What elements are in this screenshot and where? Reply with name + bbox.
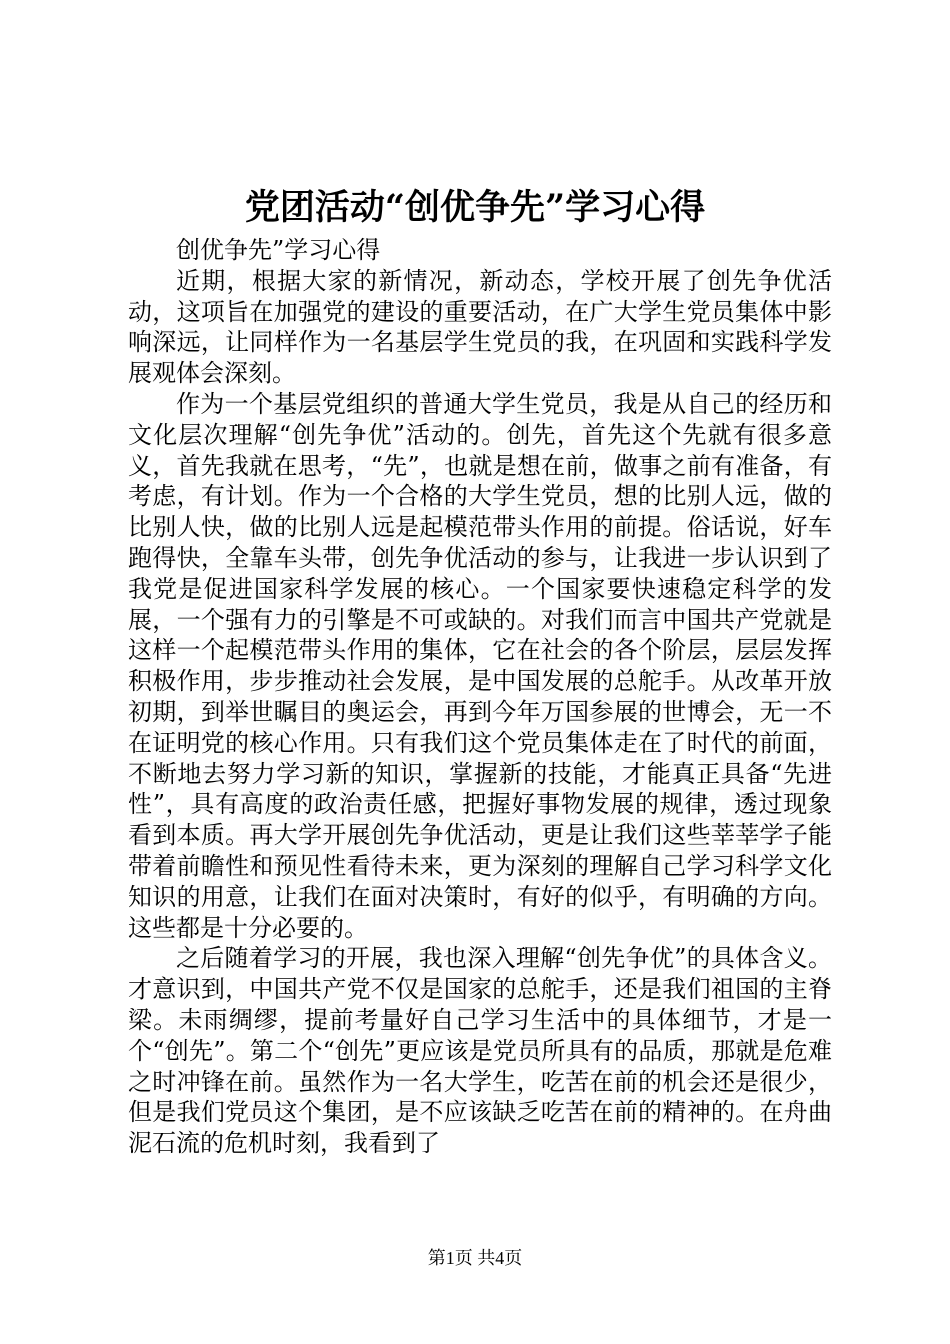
paragraph: 之后随着学习的开展，我也深入理解“创先争优”的具体含义。才意识到，中国共产党不仅是国家的总舵手，还是我们祖国的主脊梁。未雨绸缪，提前考量好自己学习生活中的具体细节，才是一个“创先”。第二个“创先”更应该是党员所具有的品质，那就是危难之时冲锋在前。虽然作为一名大学生，吃苦在前的机会还是很少，但是我们党员这个集团，是不应该缺乏吃苦在前的精神的。在舟曲泥石流的危机时刻，我看到了 <box>128 944 832 1158</box>
paragraph: 创优争先”学习心得 <box>176 236 381 264</box>
document-body <box>128 235 832 1159</box>
paragraph: 近期，根据大家的新情况，新动态，学校开展了创先争优活动，这项旨在加强党的建设的重要活动，在广大学生党员集体中影响深远，让同样作为一名基层学生党员的我，在巩固和实践科学发展观体会深刻。 <box>128 266 832 388</box>
document-title: 党团活动“创优争先”学习心得 <box>244 187 706 228</box>
paragraph: 作为一个基层党组织的普通大学生党员，我是从自己的经历和文化层次理解“创先争优”活动的。创先，首先这个先就有很多意义，首先我就在思考，“先”，也就是想在前，做事之前有准备，有考虑，有计划。作为一个合格的大学生党员，想的比别人远，做的比别人快，做的比别人远是起模范带头作用的前提。俗话说，好车跑得快，全靠车头带，创先争优活动的参与，让我进一步认识到了我党是促进国家科学发展的核心。一个国家要快速稳定科学的发展，一个强有力的引擎是不可或缺的。对我们而言中国共产党就是这样一个起模范带头作用的集体，它在社会的各个阶层，层层发挥积极作用，步步推动社会发展，是中国发展的总舵手。从改革开放初期，到举世瞩目的奥运会，再到今年万国参展的世博会，无一不在证明党的核心作用。只有我们这个党员集体走在了时代的前面，不断地去努力学习新的知识，掌握新的技能，才能真正具备“先进性”，具有高度的政治责任感，把握好事物发展的规律，透过现象看到本质。再大学开展创先争优活动，更是让我们这些莘莘学子能带着前瞻性和预见性看待未来，更为深刻的理解自己学习科学文化知识的用意，让我们在面对决策时，有好的似乎，有明确的方向。这些都是十分必要的。 <box>128 389 832 942</box>
page-footer: 第1页 共4页 <box>427 1248 523 1268</box>
